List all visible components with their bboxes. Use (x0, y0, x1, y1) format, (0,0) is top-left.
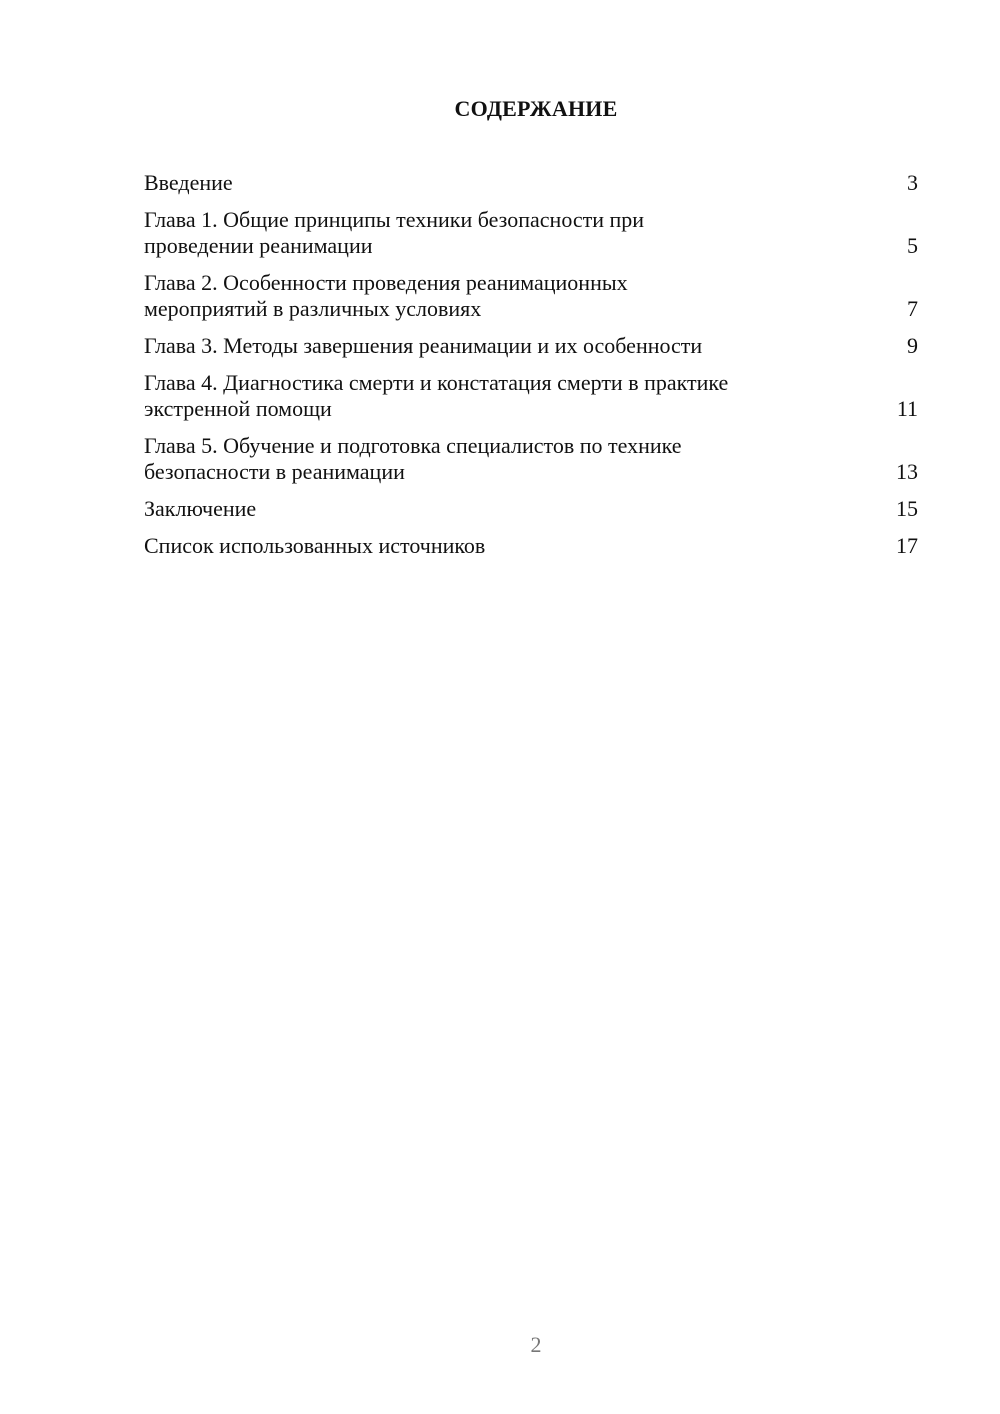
toc-entry-page: 5 (907, 233, 918, 258)
toc-entry-text: Список использованных источников (144, 533, 486, 558)
toc-entry-page: 11 (896, 396, 918, 421)
toc-entry-text: Глава 4. Диагностика смерти и констатация смерти в практике экстренной помощи (144, 370, 729, 421)
toc-entry-text: Глава 2. Особенности проведения реанимационных мероприятий в различных условиях (144, 270, 628, 321)
toc-entry-chapter-3[interactable] (144, 333, 918, 359)
toc-entry-page: 7 (907, 296, 918, 321)
toc-entry-introduction[interactable] (144, 170, 918, 196)
toc-entry-text: Введение (144, 170, 233, 195)
toc-title: СОДЕРЖАНИЕ (454, 96, 618, 121)
toc-entry-chapter-4[interactable] (144, 370, 918, 422)
toc-entry-text: Заключение (144, 496, 257, 521)
page-number: 2 (530, 1332, 542, 1357)
toc-entry-chapter-5[interactable] (144, 433, 918, 485)
toc-entry-page: 9 (907, 333, 918, 358)
toc-entry-text: Глава 1. Общие принципы техники безопасности при проведении реанимации (144, 207, 645, 258)
toc-entry-page: 3 (907, 170, 918, 195)
toc-entry-references[interactable] (144, 533, 918, 559)
toc-entry-page: 15 (896, 496, 918, 521)
toc-entry-text: Глава 5. Обучение и подготовка специалистов по технике безопасности в реанимации (144, 433, 682, 484)
toc-entry-page: 13 (896, 459, 918, 484)
toc-entry-text: Глава 3. Методы завершения реанимации и их особенности (144, 333, 703, 358)
toc-entry-chapter-1[interactable] (144, 207, 918, 259)
toc-entry-chapter-2[interactable] (144, 270, 918, 322)
toc-entry-page: 17 (896, 533, 918, 558)
toc-entry-conclusion[interactable] (144, 496, 918, 522)
table-of-contents (144, 170, 918, 570)
